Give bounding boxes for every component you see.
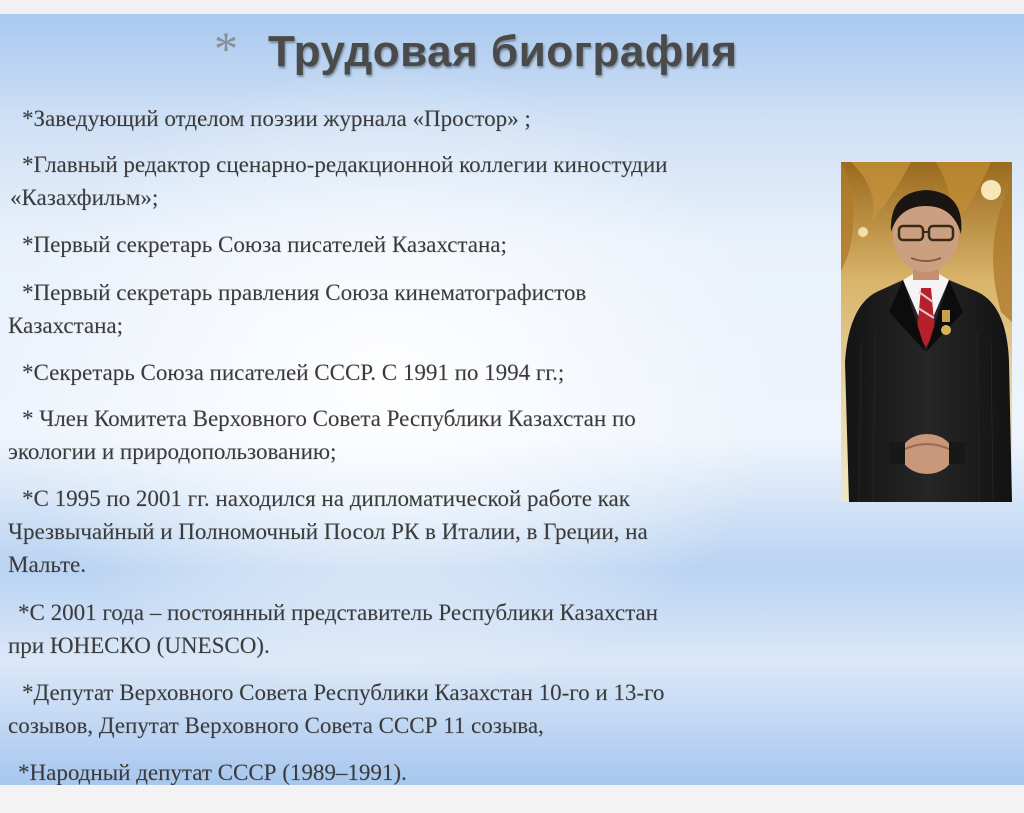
list-item: *Заведующий отделом поэзии журнала «Простор» ;: [22, 106, 531, 131]
list-item: *Главный редактор сценарно-редакционной коллегии киностудии «Казахфильм»;: [10, 152, 668, 210]
top-strip: [0, 0, 1024, 14]
list-item: *С 1995 по 2001 гг. находился на дипломатической работе как Чрезвычайный и Полномочный Посол РК в Италии, в Греции, на Мальте.: [8, 486, 648, 577]
list-item: *С 2001 года – постоянный представитель Республики Казахстан при ЮНЕСКО (UNESCO).: [8, 600, 658, 658]
portrait-photo: [841, 162, 1012, 502]
list-item: *Секретарь Союза писателей СССР. С 1991 по 1994 гг.;: [22, 360, 565, 385]
list-item: *Народный депутат СССР (1989–1991).: [18, 760, 407, 785]
list-item: *Первый секретарь Союза писателей Казахстана;: [22, 232, 507, 257]
title-bullet: *: [214, 23, 238, 76]
bottom-strip: [0, 785, 1024, 813]
portrait-illustration: [841, 162, 1012, 502]
slide-title: Трудовая биография: [268, 27, 738, 76]
list-item: *Первый секретарь правления Союза кинематографистов Казахстана;: [8, 280, 587, 338]
slide: [0, 14, 1024, 785]
list-item: *Депутат Верховного Совета Республики Казахстан 10-го и 13-го созывов, Депутат Верховного Совета СССР 11 созыва,: [8, 680, 665, 738]
list-item: * Член Комитета Верховного Совета Республики Казахстан по экологии и природопользованию;: [8, 406, 636, 464]
